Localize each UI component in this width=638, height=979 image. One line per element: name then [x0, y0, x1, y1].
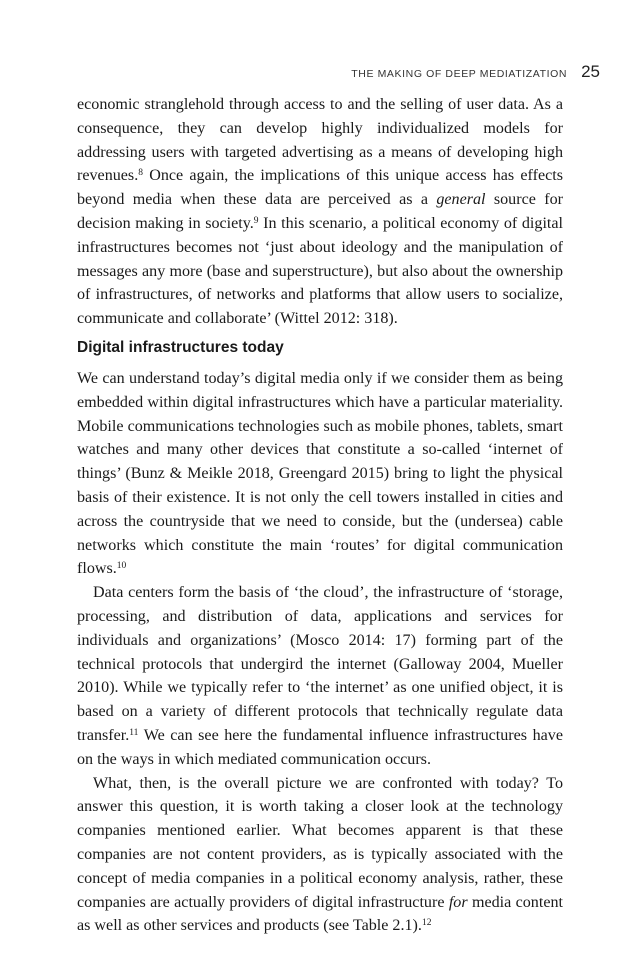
footnote-ref-11[interactable]: 11	[129, 727, 139, 738]
intro-text-block	[77, 93, 563, 331]
section-text-block	[77, 367, 563, 938]
footnote-ref-8[interactable]: 8	[138, 168, 143, 179]
paragraph-3-text-b: media content as well as other services and products (see Table 2.1).	[77, 893, 563, 935]
section-paragraph-3	[77, 772, 563, 939]
paragraph-2-text-a: Data centers form the basis of ‘the cloud’, the infrastructure of ‘storage, processing, and distribution of data, applications and services for individuals and organizations’ (Mosco 2014: 17) forming part of the technical protocols that undergird the internet (Galloway 2004, Mueller 2010). While we typically refer to ‘the internet’ as one unified object, it is based on a variety of different protocols that technically regulate data transfer.	[77, 584, 563, 744]
paragraph-1-text: We can understand today’s digital media only if we consider them as being embedded within digital infrastructures which have a particular materiality. Mobile communications technologies such as mobile phones, tablets, smart watches and many other devices that constitute a so-called ‘internet of things’ (Bunz & Meikle 2018, Greengard 2015) bring to light the physical basis of their existence. It is not only the cell towers installed in cities and across the countryside that we need to conside, but the (undersea) cable networks which constitute the main ‘routes’ for digital communication flows.	[77, 370, 563, 578]
intro-sentence-1: economic stranglehold through access to and the selling of user data. As a consequence, they can develop highly individualized models for addressing users with targeted advertising as a means of developing high revenues.	[77, 96, 563, 185]
paragraph-2-text-b: We can see here the fundamental influence infrastructures have on the ways in which mediated communication occurs.	[77, 726, 563, 768]
paragraph-3-text-a: What, then, is the overall picture we are confronted with today? To answer this question, it is worth taking a closer look at the technology companies mentioned earlier. What becomes apparent is that these companies are not content providers, as is typically associated with the concept of media companies in a political economy analysis, rather, these companies are actually providers of digital infrastructure	[77, 774, 563, 911]
intro-paragraph	[77, 93, 563, 331]
section-heading: Digital infrastructures today	[77, 339, 284, 356]
emphasis-for: for	[448, 893, 468, 911]
intro-sentence-3: source for decision making in society.	[77, 191, 563, 232]
intro-sentence-2: Once again, the implications of this unique access has effects beyond media when these data are perceived as a	[77, 167, 563, 209]
emphasis-general: general	[436, 191, 486, 209]
footnote-ref-12[interactable]: 12	[421, 918, 432, 929]
running-title: THE MAKING OF DEEP MEDIATIZATION	[351, 68, 568, 80]
running-head	[351, 62, 600, 82]
page-number: 25	[581, 62, 600, 81]
footnote-ref-9[interactable]: 9	[253, 215, 259, 226]
footnote-ref-10[interactable]: 10	[116, 561, 127, 572]
intro-sentence-4: In this scenario, a political economy of digital infrastructures becomes not ‘just about ideology and the manipulation of messages any more (base and superstructure), but also about the ownership of infrastructures, of networks and platforms that allow users to socialize, communicate and collaborate’ (Wittel 2012: 318).	[77, 214, 563, 328]
section-paragraph-2	[77, 581, 563, 771]
section-paragraph-1	[77, 367, 563, 581]
